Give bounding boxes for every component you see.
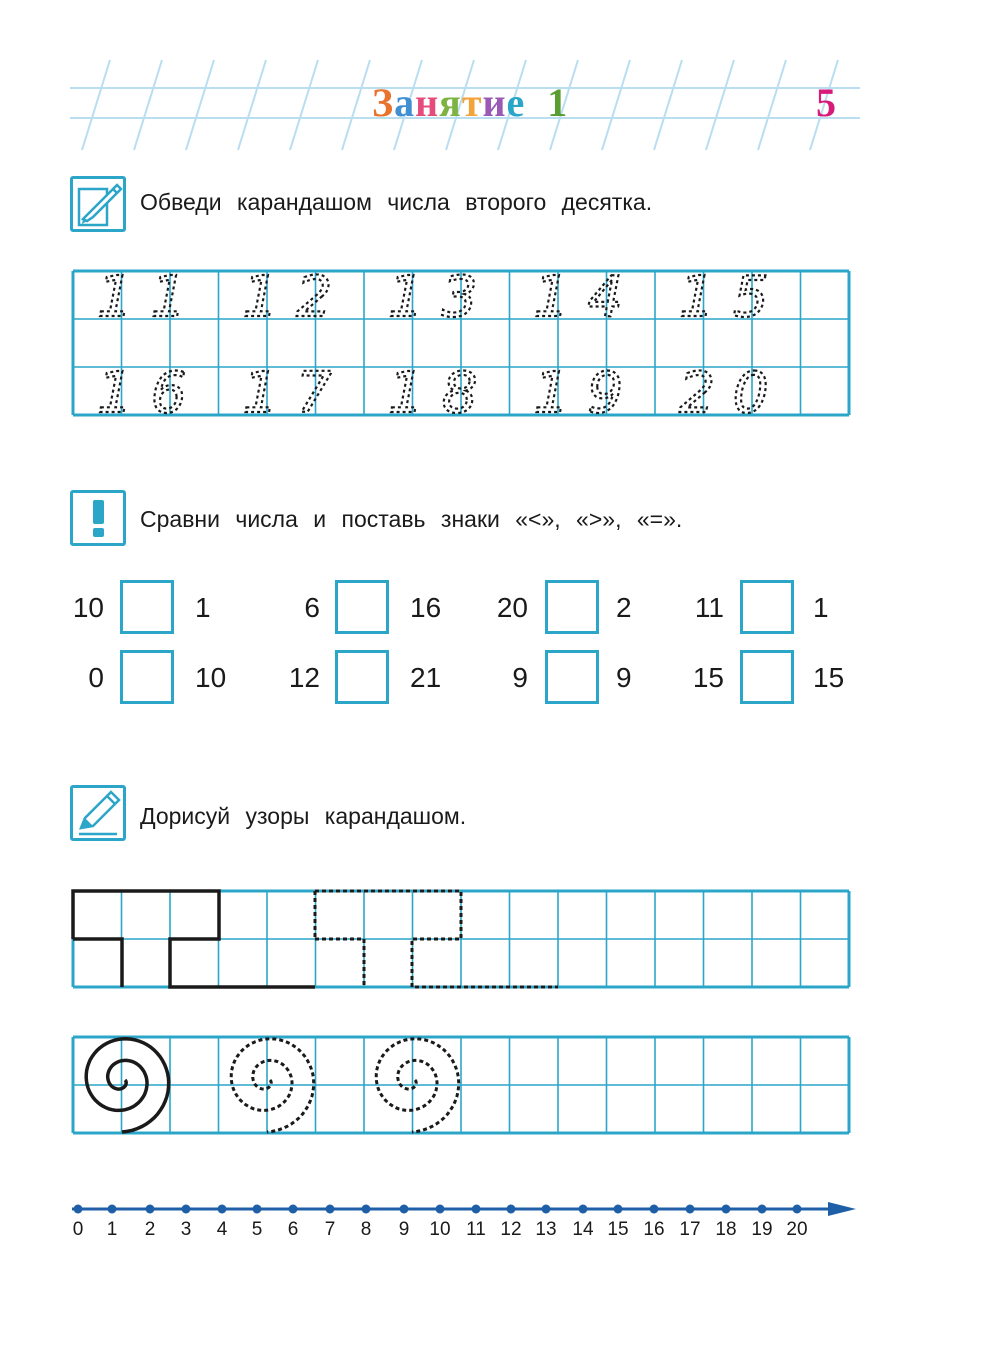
task1-instruction: Обведи карандашом числа второго десятка. bbox=[140, 189, 653, 215]
dotted-number: 16 bbox=[97, 361, 205, 426]
compare-left-number: 10 bbox=[72, 592, 104, 623]
title-letter: а bbox=[394, 80, 416, 125]
number-line-label: 14 bbox=[572, 1219, 594, 1240]
number-line-label: 3 bbox=[180, 1219, 192, 1240]
compare-right-number: 15 bbox=[813, 662, 845, 693]
title-letter: и bbox=[482, 80, 507, 125]
number-line-label: 4 bbox=[216, 1219, 228, 1240]
page-number: 5 bbox=[816, 80, 836, 125]
number-line-tick bbox=[218, 1205, 227, 1214]
number-line-label: 2 bbox=[144, 1219, 156, 1240]
pattern-grid-spirals bbox=[73, 1037, 849, 1133]
compare-left-number: 0 bbox=[88, 662, 104, 693]
number-line-label: 16 bbox=[643, 1219, 665, 1240]
compare-right-number: 10 bbox=[195, 662, 227, 693]
compare-answer-box[interactable] bbox=[740, 580, 794, 634]
pencil-icon bbox=[70, 785, 126, 841]
number-line-tick bbox=[579, 1205, 588, 1214]
compare-right-number: 21 bbox=[410, 662, 442, 693]
compare-left-number: 11 bbox=[694, 592, 724, 623]
number-line-tick bbox=[472, 1205, 481, 1214]
number-line-label: 1 bbox=[106, 1219, 118, 1240]
number-line-tick bbox=[722, 1205, 731, 1214]
compare-right-number: 2 bbox=[616, 592, 632, 623]
dotted-number: 11 bbox=[97, 265, 205, 330]
number-line-label: 17 bbox=[679, 1219, 701, 1240]
number-line-tick bbox=[400, 1205, 409, 1214]
number-line-label: 8 bbox=[360, 1219, 372, 1240]
number-line-tick bbox=[507, 1205, 516, 1214]
number-line-tick bbox=[326, 1205, 335, 1214]
compare-answer-box[interactable] bbox=[120, 650, 174, 704]
number-line-label: 6 bbox=[287, 1219, 299, 1240]
title-letter: н bbox=[415, 80, 440, 125]
compare-left-number: 20 bbox=[496, 592, 528, 623]
title-letter: я bbox=[439, 80, 462, 125]
number-line-tick bbox=[253, 1205, 262, 1214]
compare-answer-box[interactable] bbox=[335, 650, 389, 704]
task3-instruction: Дорисуй узоры карандашом. bbox=[140, 803, 467, 829]
number-line-tick bbox=[793, 1205, 802, 1214]
number-line-arrow bbox=[828, 1202, 856, 1216]
title-letter: З bbox=[372, 80, 395, 125]
number-line-tick bbox=[686, 1205, 695, 1214]
pattern-grids bbox=[0, 880, 1000, 1150]
dotted-number: 13 bbox=[388, 265, 496, 330]
number-line-label: 5 bbox=[251, 1219, 263, 1240]
task1-number-grid bbox=[0, 0, 1000, 430]
task2-instruction: Сравни числа и поставь знаки «<», «>», «=». bbox=[140, 506, 683, 532]
number-line-label: 18 bbox=[715, 1219, 737, 1240]
compare-left-number: 6 bbox=[304, 592, 320, 623]
compare-answer-box[interactable] bbox=[120, 580, 174, 634]
compare-left-number: 12 bbox=[288, 662, 320, 693]
number-line-tick bbox=[650, 1205, 659, 1214]
exclamation-icon bbox=[70, 490, 126, 546]
number-line-label: 12 bbox=[500, 1219, 522, 1240]
dotted-number: 12 bbox=[242, 265, 351, 330]
number-line-label: 7 bbox=[324, 1219, 336, 1240]
number-line-tick bbox=[614, 1205, 623, 1214]
compare-answer-box[interactable] bbox=[740, 650, 794, 704]
title-letter: т bbox=[461, 80, 483, 125]
compare-answer-box[interactable] bbox=[545, 580, 599, 634]
compare-answer-box[interactable] bbox=[335, 580, 389, 634]
number-line-tick bbox=[362, 1205, 371, 1214]
dotted-number: 19 bbox=[533, 361, 642, 426]
dotted-number: 15 bbox=[679, 265, 787, 330]
number-line-label: 15 bbox=[607, 1219, 629, 1240]
number-line-tick bbox=[108, 1205, 117, 1214]
number-line-tick bbox=[289, 1205, 298, 1214]
compare-left-number: 9 bbox=[512, 662, 528, 693]
number-line-tick bbox=[74, 1205, 83, 1214]
number-line-tick bbox=[542, 1205, 551, 1214]
compare-right-number: 16 bbox=[410, 592, 442, 623]
compare-answer-box[interactable] bbox=[545, 650, 599, 704]
dotted-number: 20 bbox=[679, 361, 787, 426]
compare-right-number: 1 bbox=[195, 592, 211, 623]
compare-right-number: 1 bbox=[813, 592, 829, 623]
compare-right-number: 9 bbox=[616, 662, 632, 693]
number-line-label: 13 bbox=[535, 1219, 557, 1240]
number-line-tick bbox=[758, 1205, 767, 1214]
number-line-label: 10 bbox=[429, 1219, 451, 1240]
number-line-tick bbox=[436, 1205, 445, 1214]
number-line-label: 0 bbox=[72, 1219, 84, 1240]
number-line-label: 9 bbox=[398, 1219, 410, 1240]
dotted-number: 14 bbox=[533, 265, 642, 330]
title-letter: е bbox=[506, 80, 526, 125]
lesson-number: 1 bbox=[547, 80, 569, 125]
number-line-tick bbox=[182, 1205, 191, 1214]
number-line-label: 11 bbox=[466, 1219, 486, 1240]
number-line-label: 20 bbox=[786, 1219, 808, 1240]
number-line-tick bbox=[146, 1205, 155, 1214]
dotted-number: 17 bbox=[242, 361, 351, 426]
dotted-number: 18 bbox=[388, 361, 496, 426]
number-line-label: 19 bbox=[751, 1219, 773, 1240]
compare-left-number: 15 bbox=[692, 662, 724, 693]
